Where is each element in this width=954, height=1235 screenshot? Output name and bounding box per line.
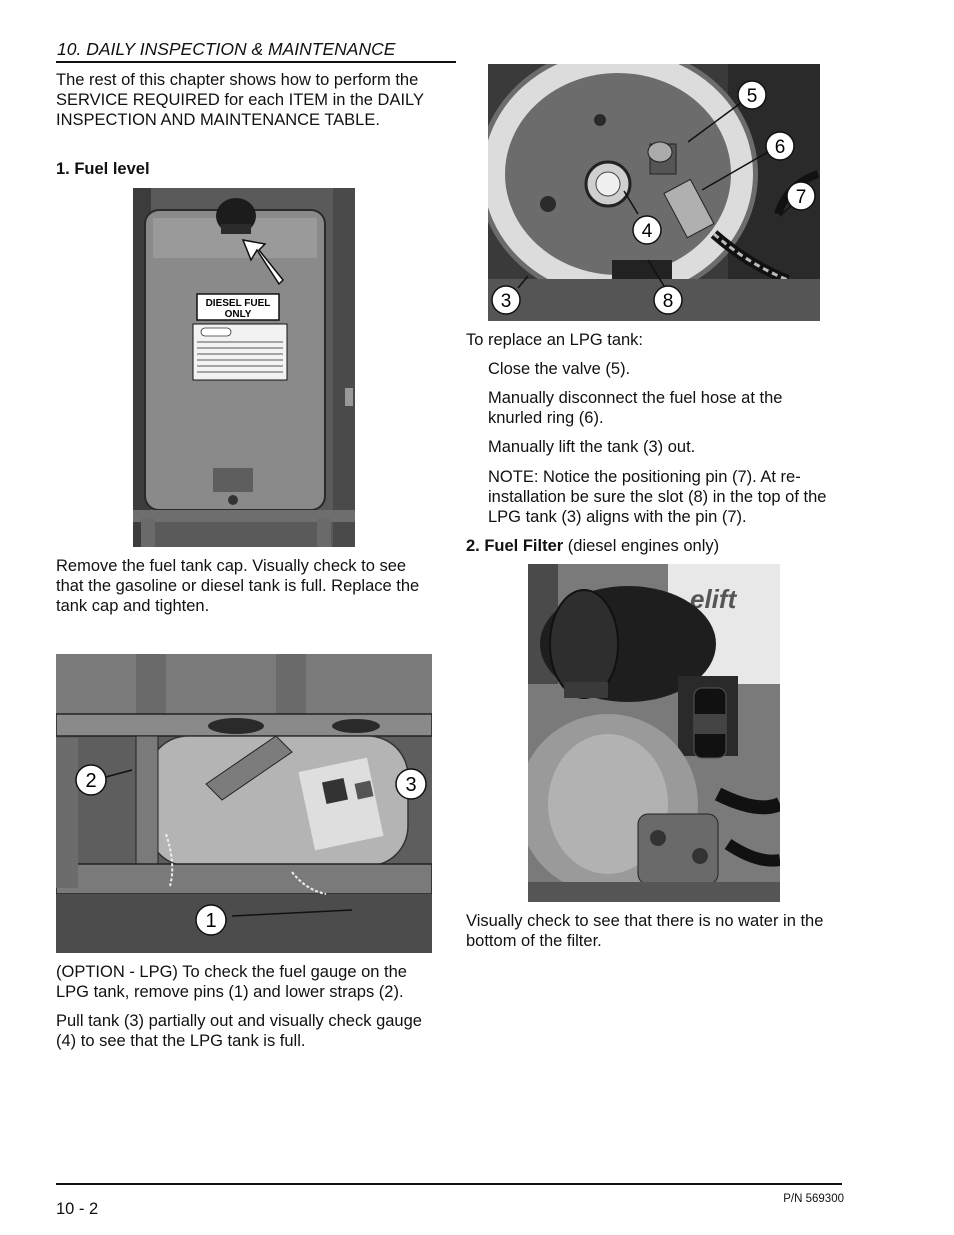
- fuel-filter-heading-note: (diesel engines only): [563, 537, 720, 555]
- replace-step-2: Manually disconnect the fuel hose at the knurled ring (6).: [488, 389, 783, 427]
- part-number: P/N 569300: [783, 1193, 844, 1205]
- section-title: 10. DAILY INSPECTION & MAINTENANCE: [57, 39, 396, 59]
- header-rule: [56, 61, 456, 63]
- callout-2: 2: [85, 770, 97, 792]
- footer-rule: [56, 1183, 842, 1185]
- callout-7: 7: [795, 187, 807, 208]
- lpg-check-paragraph-2: Pull tank (3) partially out and visually check gauge (4) to see that the LPG tank is full.: [56, 1012, 422, 1050]
- callout-3-valve: 3: [500, 291, 512, 312]
- callout-8: 8: [662, 291, 674, 312]
- callout-5: 5: [746, 86, 758, 107]
- page-number: 10 - 2: [56, 1200, 99, 1218]
- decal-text-2: ONLY: [224, 309, 252, 320]
- replace-step-3: Manually lift the tank (3) out.: [488, 438, 696, 456]
- decal-text-1: DIESEL FUEL: [205, 298, 271, 309]
- replace-lpg-intro: To replace an LPG tank:: [466, 331, 644, 349]
- diesel-tank-photo: [133, 188, 355, 547]
- fuel-filter-heading: [466, 536, 846, 556]
- photo-logo-text: elift: [690, 584, 737, 614]
- fuel-level-caption: Remove the fuel tank cap. Visually check to see that the gasoline or diesel tank is full. Replace the tank cap and tighten.: [56, 557, 420, 615]
- callout-3: 3: [405, 774, 417, 796]
- lpg-tank-frame-photo: [56, 654, 432, 953]
- intro-paragraph: The rest of this chapter shows how to perform the SERVICE REQUIRED for each ITEM in the DAILY INSPECTION AND MAINTENANCE TABLE.: [56, 71, 424, 129]
- replace-step-1: Close the valve (5).: [488, 360, 631, 378]
- lpg-valve-photo: [488, 64, 820, 321]
- fuel-level-heading: 1. Fuel level: [56, 160, 150, 178]
- replace-note: NOTE: Notice the positioning pin (7). At re-installation be sure the slot (8) in the top of the LPG tank (3) aligns with the pin (7).: [488, 468, 827, 526]
- fuel-filter-caption: Visually check to see that there is no water in the bottom of the filter.: [466, 912, 824, 950]
- lpg-check-paragraph-1: (OPTION - LPG) To check the fuel gauge on the LPG tank, remove pins (1) and lower straps (2).: [56, 963, 407, 1001]
- callout-6: 6: [774, 137, 786, 158]
- fuel-filter-photo: [528, 564, 780, 902]
- fuel-filter-heading-bold: 2. Fuel Filter: [466, 537, 564, 555]
- callout-1: 1: [205, 910, 217, 932]
- callout-4: 4: [641, 221, 653, 242]
